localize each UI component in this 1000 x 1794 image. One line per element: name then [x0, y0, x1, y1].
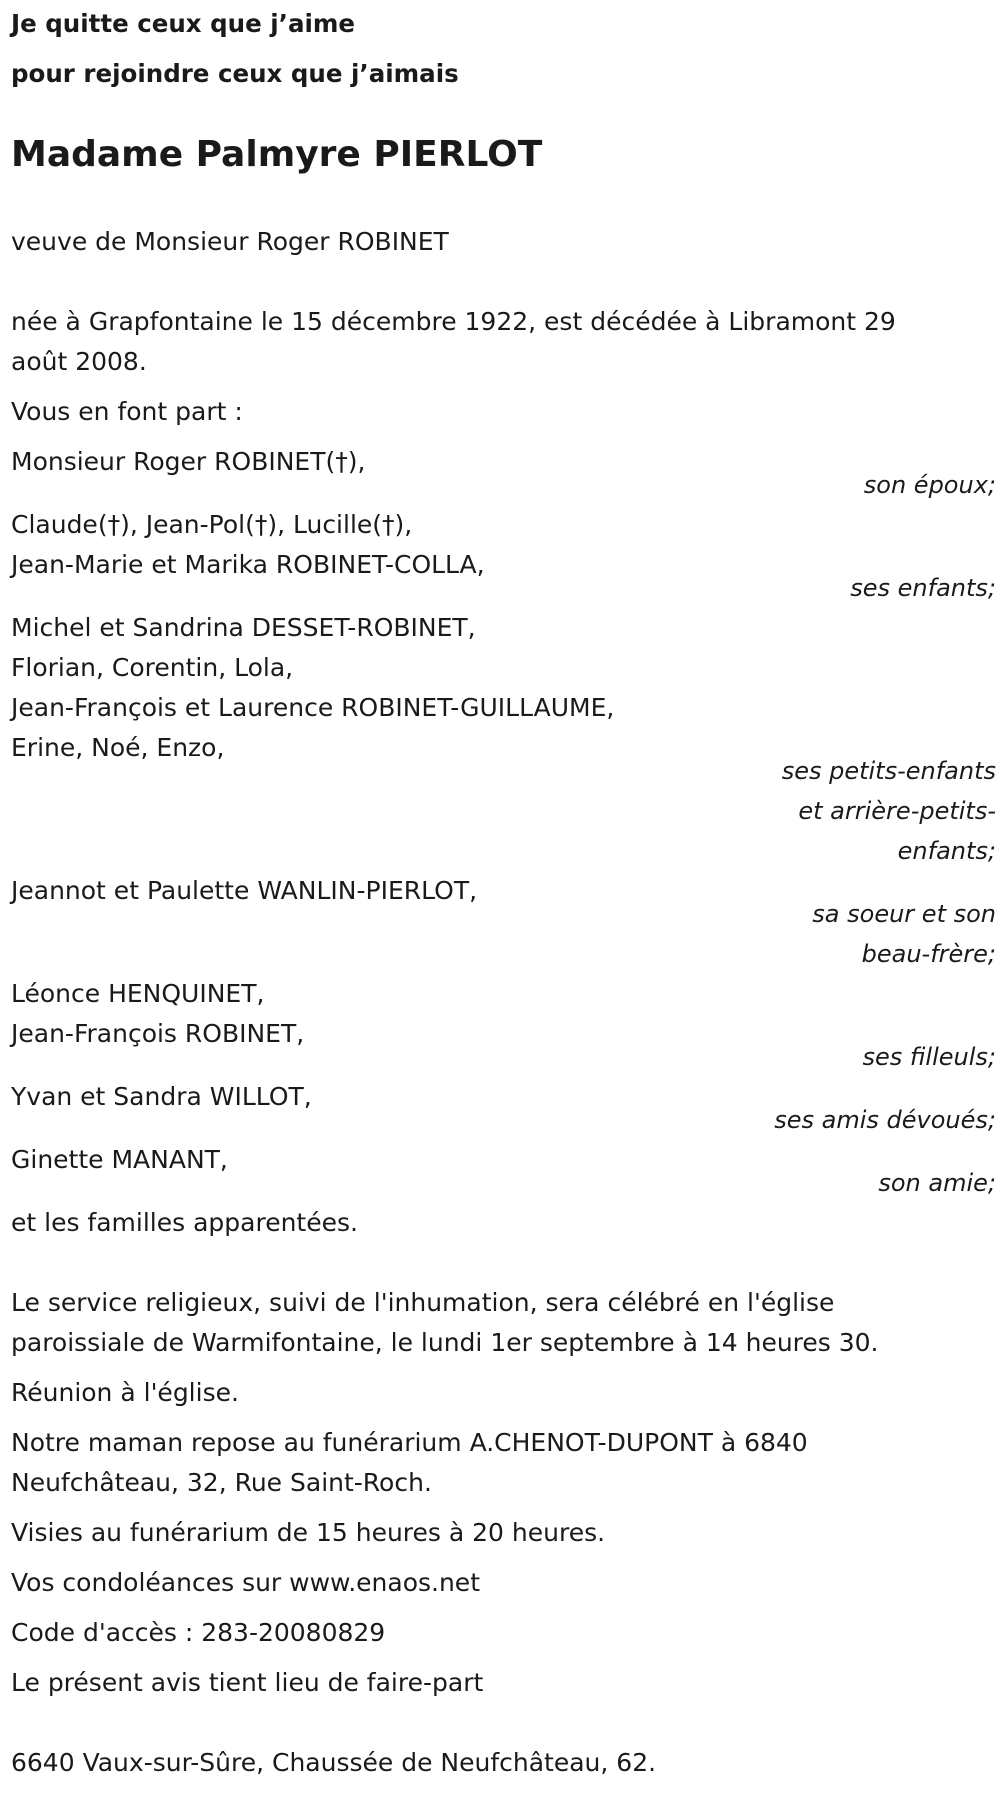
children-line-1: Claude(†), Jean-Pol(†), Lucille(†), — [11, 510, 413, 539]
condolences-line: Vos condoléances sur www.enaos.net — [11, 1568, 480, 1597]
quote-line-2: pour rejoindre ceux que j’aimais — [11, 59, 459, 88]
visits-line: Visies au funérarium de 15 heures à 20 heures. — [11, 1518, 606, 1547]
grandchildren-relation-1: ses petits-enfants — [781, 757, 996, 785]
godchild-line-2: Jean-François ROBINET, — [11, 1019, 305, 1048]
sister-relation-2: beau-frère; — [861, 940, 996, 968]
families-line: et les familles apparentées. — [11, 1208, 358, 1237]
deceased-name-title: Madame Palmyre PIERLOT — [11, 134, 543, 175]
rest-line-2: Neufchâteau, 32, Rue Saint-Roch. — [11, 1468, 432, 1497]
birth-death-line-1: née à Grapfontaine le 15 décembre 1922, est décédée à Libramont 29 — [11, 307, 896, 336]
access-code-line: Code d'accès : 283-20080829 — [11, 1618, 386, 1647]
grandchildren-relation-3: enfants; — [897, 837, 996, 865]
meeting-line: Réunion à l'église. — [11, 1378, 239, 1407]
spouse-relation: son époux; — [863, 471, 996, 499]
sister-relation-1: sa soeur et son — [812, 900, 996, 928]
children-relation: ses enfants; — [850, 574, 996, 602]
grandchildren-line-2: Florian, Corentin, Lola, — [11, 653, 294, 682]
friend-relation: son amie; — [878, 1169, 996, 1197]
friend-line: Ginette MANANT, — [11, 1145, 228, 1174]
friends-line: Yvan et Sandra WILLOT, — [11, 1082, 312, 1111]
grandchildren-line-1: Michel et Sandrina DESSET-ROBINET, — [11, 613, 476, 642]
widow-line: veuve de Monsieur Roger ROBINET — [11, 227, 449, 256]
children-line-2: Jean-Marie et Marika ROBINET-COLLA, — [11, 550, 485, 579]
rest-line-1: Notre maman repose au funérarium A.CHENOT-DUPONT à 6840 — [11, 1428, 808, 1457]
grandchildren-relation-2: et arrière-petits- — [798, 797, 996, 825]
quote-line-1: Je quitte ceux que j’aime — [11, 9, 356, 38]
sister-line: Jeannot et Paulette WANLIN-PIERLOT, — [11, 876, 478, 905]
announce-line: Vous en font part : — [11, 397, 243, 426]
grandchildren-line-3: Jean-François et Laurence ROBINET-GUILLAUME, — [11, 693, 615, 722]
address-line: 6640 Vaux-sur-Sûre, Chaussée de Neufchâteau, 62. — [11, 1748, 657, 1777]
godchild-relation: ses filleuls; — [862, 1043, 996, 1071]
grandchildren-line-4: Erine, Noé, Enzo, — [11, 733, 225, 762]
notice-line: Le présent avis tient lieu de faire-part — [11, 1668, 484, 1697]
service-line-1: Le service religieux, suivi de l'inhumation, sera célébré en l'église — [11, 1288, 835, 1317]
birth-death-line-2: août 2008. — [11, 347, 147, 376]
friends-relation: ses amis dévoués; — [774, 1106, 996, 1134]
spouse-line: Monsieur Roger ROBINET(†), — [11, 447, 366, 476]
godchild-line-1: Léonce HENQUINET, — [11, 979, 265, 1008]
service-line-2: paroissiale de Warmifontaine, le lundi 1er septembre à 14 heures 30. — [11, 1328, 879, 1357]
